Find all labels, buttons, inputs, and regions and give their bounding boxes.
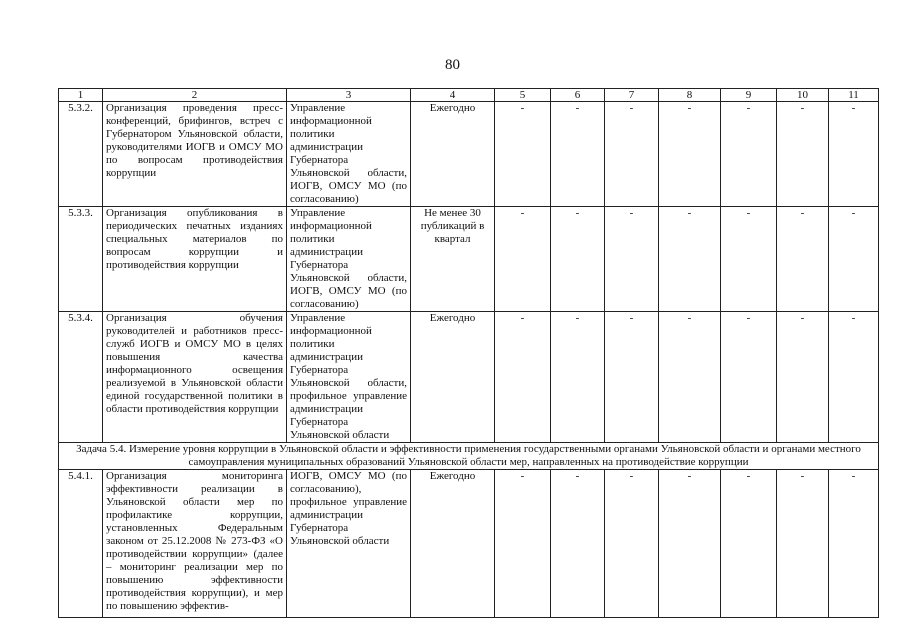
activity-cell: Организация опубликования в периодических печатных изданиях специальных материалов по вопросам коррупции и противодействия коррупции xyxy=(103,207,287,312)
header-cell: 7 xyxy=(605,89,659,102)
activity-cell: Организация обучения руководителей и работников пресс-служб ИОГВ и ОМСУ МО в целях повышения качества информационного освещения реализуемой в Ульяновской области единой государственной политики в области противодействия коррупции xyxy=(103,312,287,443)
value-cell: - xyxy=(605,312,659,443)
header-cell: 5 xyxy=(495,89,551,102)
header-cell: 11 xyxy=(829,89,879,102)
row-number: 5.3.4. xyxy=(59,312,103,443)
responsible-cell: Управление информационной политики администрации Губернатора Ульяновской области, ИОГВ, ОМСУ МО (по согласованию) xyxy=(287,207,411,312)
header-cell: 1 xyxy=(59,89,103,102)
value-cell: - xyxy=(551,207,605,312)
responsible-cell: ИОГВ, ОМСУ МО (по согласованию), профильное управление администрации Губернатора Ульяновской области xyxy=(287,470,411,618)
task-row xyxy=(59,443,879,470)
value-cell: - xyxy=(777,312,829,443)
value-cell: - xyxy=(829,470,879,618)
value-cell: - xyxy=(721,207,777,312)
term-cell: Не менее 30 публикаций в квартал xyxy=(411,207,495,312)
row-number: 5.3.2. xyxy=(59,102,103,207)
term-cell: Ежегодно xyxy=(411,470,495,618)
row-number: 5.3.3. xyxy=(59,207,103,312)
header-cell: 3 xyxy=(287,89,411,102)
value-cell: - xyxy=(659,102,721,207)
page-number: 80 xyxy=(445,57,460,73)
value-cell: - xyxy=(551,312,605,443)
value-cell: - xyxy=(721,470,777,618)
value-cell: - xyxy=(659,207,721,312)
table-row xyxy=(59,470,879,618)
value-cell: - xyxy=(495,312,551,443)
value-cell: - xyxy=(721,312,777,443)
table-row xyxy=(59,102,879,207)
header-cell: 2 xyxy=(103,89,287,102)
header-row xyxy=(59,89,879,102)
value-cell: - xyxy=(777,470,829,618)
value-cell: - xyxy=(829,312,879,443)
header-cell: 9 xyxy=(721,89,777,102)
value-cell: - xyxy=(829,102,879,207)
value-cell: - xyxy=(495,102,551,207)
value-cell: - xyxy=(829,207,879,312)
header-cell: 10 xyxy=(777,89,829,102)
term-cell: Ежегодно xyxy=(411,312,495,443)
responsible-cell: Управление информационной политики администрации Губернатора Ульяновской области, ИОГВ, ОМСУ МО (по согласованию) xyxy=(287,102,411,207)
value-cell: - xyxy=(495,470,551,618)
header-cell: 4 xyxy=(411,89,495,102)
table-row xyxy=(59,312,879,443)
value-cell: - xyxy=(605,207,659,312)
value-cell: - xyxy=(721,102,777,207)
value-cell: - xyxy=(777,207,829,312)
value-cell: - xyxy=(551,102,605,207)
activity-cell: Организация проведения пресс-конференций, брифингов, встреч с Губернатором Ульяновской области, руководителями ИОГВ и ОМСУ МО по вопросам противодействия коррупции xyxy=(103,102,287,207)
responsible-cell: Управление информационной политики администрации Губернатора Ульяновской области, профильное управление администрации Губернатора Ульяновской области xyxy=(287,312,411,443)
value-cell: - xyxy=(495,207,551,312)
header-cell: 8 xyxy=(659,89,721,102)
value-cell: - xyxy=(605,102,659,207)
row-number: 5.4.1. xyxy=(59,470,103,618)
table-row xyxy=(59,207,879,312)
value-cell: - xyxy=(777,102,829,207)
header-cell: 6 xyxy=(551,89,605,102)
value-cell: - xyxy=(659,470,721,618)
task-heading: Задача 5.4. Измерение уровня коррупции в Ульяновской области и эффективности применения государственными органами Ульяновской области и органами местного самоуправления муниципальных образований Ульяновской области мер, направленных на противодействие коррупции xyxy=(59,443,879,470)
value-cell: - xyxy=(605,470,659,618)
plan-table xyxy=(58,88,879,618)
term-cell: Ежегодно xyxy=(411,102,495,207)
value-cell: - xyxy=(659,312,721,443)
value-cell: - xyxy=(551,470,605,618)
activity-cell: Организация мониторинга эффективности реализации в Ульяновской области мер по профилактике коррупции, установленных Федеральным законом от 25.12.2008 № 273-ФЗ «О противодействии коррупции» (далее – мониторинг реализации мер по повышению эффективности противодействия коррупции), и мер по повышению эффектив- xyxy=(103,470,287,618)
